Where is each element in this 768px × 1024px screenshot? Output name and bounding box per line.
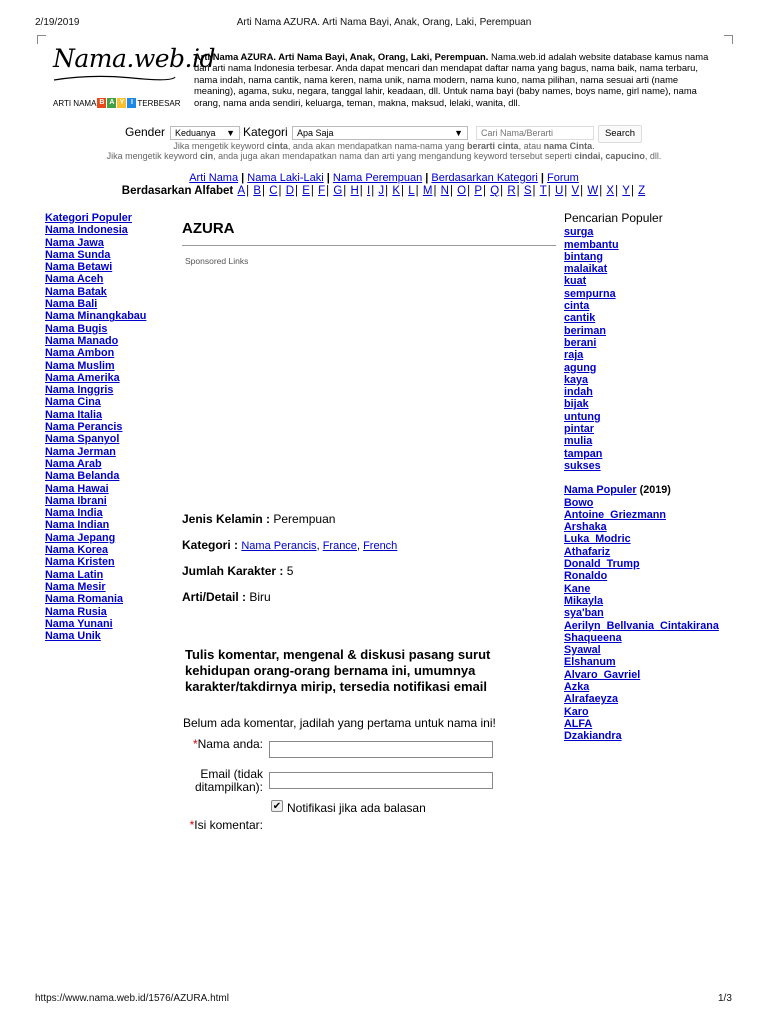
sidebar-item-link[interactable]: Nama Cina	[45, 396, 101, 409]
popular-name-item[interactable]	[564, 583, 719, 595]
sidebar-item[interactable]	[45, 347, 146, 359]
alphabet-link-x[interactable]: X	[606, 185, 615, 197]
sidebar-item[interactable]	[45, 581, 146, 593]
sidebar-item-link[interactable]: Nama Spanyol	[45, 433, 120, 446]
popular-name-item[interactable]	[564, 570, 719, 582]
sidebar-item[interactable]	[45, 286, 146, 298]
nav-forum[interactable]: Forum	[547, 172, 579, 184]
sidebar-item[interactable]	[45, 507, 146, 519]
popular-search-link[interactable]: sukses	[564, 459, 601, 472]
dropdown-arrow-icon: ▼	[454, 128, 463, 138]
sidebar-item-link[interactable]: Nama Muslim	[45, 359, 115, 372]
sidebar-item[interactable]	[45, 556, 146, 568]
sidebar-item[interactable]	[45, 544, 146, 556]
comment-heading: Tulis komentar, mengenal & diskusi pasang surut kehidupan orang-orang bernama ini, umumnya karakter/takdirnya mirip, tersedia notifikasi email	[185, 647, 491, 694]
search-hint-1: Jika mengetik keyword cinta, anda akan mendapatkan nama-nama yang berarti cinta, atau nama Cinta.	[173, 141, 595, 151]
sidebar-item[interactable]	[45, 593, 146, 605]
sidebar-item[interactable]	[45, 372, 146, 384]
alphabet-link-f[interactable]: F	[318, 185, 326, 197]
sidebar-item-link[interactable]: Nama Jerman	[45, 445, 116, 458]
popular-name-item[interactable]	[564, 730, 719, 742]
sidebar-item-link[interactable]: Nama Indian	[45, 519, 110, 532]
sidebar-item[interactable]	[45, 237, 146, 249]
name-field-label: *Nama anda:	[192, 737, 263, 751]
gender-select-value: Keduanya	[175, 128, 216, 138]
popular-name-item[interactable]	[564, 693, 719, 705]
jumlah-value: 5	[286, 564, 294, 578]
sidebar-item[interactable]	[45, 298, 146, 310]
main-nav: Arti Nama | Nama Laki-Laki | Nama Perempuan | Berdasarkan Kategori | Forum	[189, 172, 579, 184]
arti-label: Arti/Detail :	[182, 590, 247, 604]
sidebar-item-link[interactable]: Nama Unik	[45, 630, 101, 643]
popular-search-link[interactable]: surga	[564, 226, 594, 239]
popular-search-item[interactable]	[564, 239, 719, 251]
sidebar-item[interactable]	[45, 335, 146, 347]
popular-name-item[interactable]	[564, 718, 719, 730]
left-sidebar	[45, 212, 146, 642]
sponsored-links-label: Sponsored Links	[185, 256, 249, 266]
alphabet-link-v[interactable]: V	[571, 185, 580, 197]
sidebar-item-link[interactable]: Nama Sunda	[45, 248, 111, 261]
popular-search-item[interactable]	[564, 435, 719, 447]
name-field[interactable]	[269, 741, 493, 758]
sidebar-item[interactable]	[45, 532, 146, 544]
tagline-letter: B	[99, 99, 105, 106]
alphabet-link-s[interactable]: S	[523, 185, 532, 197]
popular-search-item[interactable]	[564, 398, 719, 410]
popular-name-item[interactable]	[564, 644, 719, 656]
popular-search-item[interactable]	[564, 448, 719, 460]
popular-name-link[interactable]: Ronaldo	[564, 570, 608, 583]
alphabet-nav: Berdasarkan Alfabet A| B| C| D| E| F| G| H| I| J| K| L| M| N| O| P| Q| R| S| T| U| V| W| X| Y| Z	[121, 185, 646, 197]
spacer	[564, 472, 719, 484]
kategori-label: Kategori	[243, 125, 288, 139]
alphabet-link-m[interactable]: M	[422, 185, 433, 197]
sidebar-item-link[interactable]: Nama Inggris	[45, 384, 114, 397]
popular-names-link[interactable]: Nama Populer	[564, 484, 637, 497]
popular-search-link[interactable]: bintang	[564, 250, 603, 263]
sidebar-item-link[interactable]: Nama Rusia	[45, 605, 107, 618]
popular-name-item[interactable]	[564, 497, 719, 509]
sidebar-item[interactable]	[45, 458, 146, 470]
sidebar-item-link[interactable]: Nama India	[45, 507, 103, 520]
tagline-letter: I	[127, 98, 136, 108]
popular-name-item[interactable]	[564, 620, 719, 632]
sidebar-item[interactable]	[45, 249, 146, 261]
popular-name-item[interactable]	[564, 681, 719, 693]
sidebar-item-link[interactable]: Nama Bugis	[45, 322, 108, 335]
sidebar-item-link[interactable]: Nama Hawai	[45, 482, 109, 495]
kategori-link[interactable]: Nama Perancis	[241, 540, 317, 552]
sidebar-item[interactable]	[45, 470, 146, 482]
sidebar-item-link[interactable]: Nama Yunani	[45, 617, 113, 630]
sidebar-item[interactable]	[45, 495, 146, 507]
popular-search-link[interactable]: bijak	[564, 398, 589, 411]
popular-search-link[interactable]: kaya	[564, 373, 589, 386]
pencarian-title: Pencarian Populer	[564, 211, 663, 225]
logo-tagline	[53, 98, 181, 108]
popular-search-link[interactable]: membantu	[564, 238, 619, 251]
gender-label: Gender	[125, 125, 166, 139]
sidebar-item[interactable]	[45, 606, 146, 618]
kategori-link[interactable]: France	[322, 540, 357, 552]
nav-berdasarkan-kategori[interactable]: Berdasarkan Kategori	[431, 172, 538, 184]
alphabet-link-c[interactable]: C	[269, 185, 278, 197]
sidebar-item-link[interactable]: Nama Italia	[45, 408, 103, 421]
sidebar-item-link[interactable]: Nama Kristen	[45, 556, 115, 569]
popular-name-link[interactable]: Azka	[564, 680, 590, 693]
popular-name-link[interactable]: sya'ban	[564, 607, 604, 620]
popular-name-link[interactable]: Arshaka	[564, 521, 607, 534]
sidebar-item-link[interactable]: Nama Batak	[45, 285, 107, 298]
popular-name-item[interactable]	[564, 669, 719, 681]
popular-search-item[interactable]	[564, 337, 719, 349]
popular-name-item[interactable]	[564, 607, 719, 619]
popular-name-item[interactable]	[564, 706, 719, 718]
gender-select[interactable]	[170, 126, 240, 140]
sidebar-item[interactable]	[45, 519, 146, 531]
site-description	[194, 51, 722, 108]
sidebar-item-link[interactable]: Nama Mesir	[45, 580, 106, 593]
popular-name-link[interactable]: Alrafaeyza	[564, 693, 619, 706]
sidebar-item[interactable]	[45, 421, 146, 433]
sidebar-item-link[interactable]: Nama Korea	[45, 544, 109, 557]
popular-search-link[interactable]: malaikat	[564, 263, 608, 276]
popular-search-item[interactable]	[564, 374, 719, 386]
right-sidebar	[564, 212, 719, 742]
popular-name-link[interactable]: Karo	[564, 705, 589, 718]
alphabet-link-y[interactable]: Y	[622, 185, 630, 197]
popular-name-item[interactable]	[564, 595, 719, 607]
kategori-select-value: Apa Saja	[297, 128, 334, 138]
page-title: AZURA	[182, 220, 235, 237]
popular-name-link[interactable]: Alvaro_Gavriel	[564, 668, 641, 681]
sidebar-item-link[interactable]: Nama Aceh	[45, 273, 104, 286]
popular-name-link[interactable]: Donald_Trump	[564, 558, 640, 571]
print-page-number: 1/3	[718, 993, 732, 1004]
alphabet-link-q[interactable]: Q	[490, 185, 500, 197]
sidebar-item[interactable]	[45, 433, 146, 445]
popular-search-link[interactable]: agung	[564, 361, 597, 374]
popular-search-item[interactable]	[564, 411, 719, 423]
alphabet-link-d[interactable]: D	[285, 185, 295, 197]
popular-search-link[interactable]: raja	[564, 349, 584, 362]
description-text: Nama.web.id adalah website database kamus nama dan arti nama Indonesia terbesar. Anda dapat mencari dan mendapat daftar nama yang bagus, nama baik, nama terbaru, nama indah, nama cantik, nama keren, nama unik, nama modern, nama kuno, nama pilihan, nama sesuai arti (name meaning), agama, suku, negara, tanggal lahir, keadaan, dll. Untuk nama bayi (baby names, boys name, girl name), nama orang, nama anda sendiri, keluarga, teman, makna, maksud, lelaki, wanita, dll.	[194, 51, 709, 108]
notify-checkbox[interactable]: ✔	[272, 801, 282, 812]
alphabet-link-n[interactable]: N	[440, 185, 449, 197]
popular-name-link[interactable]: ALFA	[564, 717, 593, 730]
sidebar-item-link[interactable]: Kategori Populer	[45, 212, 132, 224]
site-logo[interactable]	[50, 42, 215, 114]
alphabet-link-p[interactable]: P	[474, 185, 482, 197]
sidebar-item[interactable]	[45, 384, 146, 396]
nav-arti-nama[interactable]: Arti Nama	[189, 172, 239, 184]
sidebar-item-link[interactable]: Nama Arab	[45, 457, 102, 470]
nav-nama-perempuan[interactable]: Nama Perempuan	[332, 172, 423, 184]
popular-search-link[interactable]: cantik	[564, 312, 596, 325]
popular-name-item[interactable]	[564, 533, 719, 545]
search-input[interactable]	[476, 126, 594, 140]
sidebar-item-link[interactable]: Nama Bali	[45, 298, 98, 311]
alphabet-link-i[interactable]: I	[367, 185, 371, 197]
print-date: 2/19/2019	[35, 17, 80, 28]
popular-name-link[interactable]: Syawal	[564, 644, 601, 657]
alphabet-link-u[interactable]: U	[554, 185, 564, 197]
popular-names-year: (2019)	[639, 484, 671, 497]
sidebar-item-link[interactable]: Nama Ambon	[45, 347, 115, 360]
print-url: https://www.nama.web.id/1576/AZURA.html	[35, 993, 229, 1004]
popular-search-link[interactable]: berani	[564, 336, 597, 349]
alphabet-link-e[interactable]: E	[302, 185, 310, 197]
popular-name-link[interactable]: Antoine_Griezmann	[564, 508, 666, 521]
popular-search-link[interactable]: sempurna	[564, 287, 616, 300]
sidebar-item-link[interactable]: Nama Romania	[45, 593, 124, 606]
sidebar-item-link[interactable]: Nama Minangkabau	[45, 310, 147, 323]
popular-search-link[interactable]: mulia	[564, 435, 593, 448]
logo-script-text: Nama.web.id	[53, 44, 215, 73]
popular-search-link[interactable]: pintar	[564, 423, 594, 436]
popular-name-item[interactable]	[564, 558, 719, 570]
title-divider	[182, 245, 556, 246]
sidebar-item-link[interactable]: Nama Ibrani	[45, 494, 107, 507]
sidebar-item-link[interactable]: Nama Manado	[45, 334, 119, 347]
dropdown-arrow-icon: ▼	[226, 128, 235, 138]
print-title: Arti Nama AZURA. Arti Nama Bayi, Anak, Orang, Laki, Perempuan	[236, 17, 532, 28]
comment-field-label: *Isi komentar:	[189, 818, 263, 832]
popular-search-link[interactable]: beriman	[564, 324, 607, 337]
jenis-kelamin-row	[182, 512, 335, 526]
popular-search-link[interactable]: tampan	[564, 447, 603, 460]
search-button[interactable]: Search	[598, 125, 642, 143]
popular-search-item[interactable]	[564, 349, 719, 361]
alphabet-link-a[interactable]: A	[237, 185, 246, 197]
description-bold: Arti Nama AZURA. Arti Nama Bayi, Anak, Orang, Laki, Perempuan.	[194, 51, 489, 62]
email-field-label: Email (tidak ditampilkan):	[194, 767, 263, 794]
crop-mark-left	[37, 35, 46, 44]
popular-search-link[interactable]: kuat	[564, 275, 587, 288]
sidebar-item[interactable]	[45, 630, 146, 642]
crop-mark-right	[724, 35, 733, 44]
popular-name-item[interactable]	[564, 656, 719, 668]
popular-search-item[interactable]	[564, 386, 719, 398]
sidebar-item[interactable]	[45, 273, 146, 285]
tagline-post: TERBESAR	[137, 98, 181, 108]
sidebar-item[interactable]	[45, 409, 146, 421]
sidebar-item-link[interactable]: Nama Amerika	[45, 371, 120, 384]
no-comments-text: Belum ada komentar, jadilah yang pertama untuk nama ini!	[183, 716, 496, 730]
popular-names-heading	[564, 484, 719, 496]
popular-name-link[interactable]: Elshanum	[564, 656, 616, 669]
alphabet-link-b[interactable]: B	[253, 185, 261, 197]
alphabet-link-l[interactable]: L	[408, 185, 415, 197]
popular-search-item[interactable]	[564, 362, 719, 374]
popular-search-item[interactable]	[564, 275, 719, 287]
popular-search-item[interactable]	[564, 460, 719, 472]
sidebar-item-link[interactable]: Nama Belanda	[45, 470, 120, 483]
arti-row	[182, 590, 271, 604]
sidebar-item-link[interactable]: Nama Jepang	[45, 531, 116, 544]
popular-search-item[interactable]	[564, 263, 719, 275]
sidebar-item[interactable]	[45, 483, 146, 495]
sidebar-item[interactable]	[45, 396, 146, 408]
popular-name-item[interactable]	[564, 546, 719, 558]
jumlah-karakter-row	[182, 564, 293, 578]
sidebar-item[interactable]	[45, 212, 146, 224]
alphabet-link-t[interactable]: T	[539, 185, 547, 197]
tagline-letter: A	[109, 99, 115, 106]
sidebar-item[interactable]	[45, 360, 146, 372]
alphabet-link-h[interactable]: H	[350, 185, 359, 197]
jumlah-label: Jumlah Karakter :	[182, 564, 284, 578]
popular-search-item[interactable]	[564, 226, 719, 238]
logo-swash	[52, 74, 177, 84]
alphabet-link-w[interactable]: W	[587, 185, 599, 197]
popular-search-item[interactable]	[564, 300, 719, 312]
sidebar-item[interactable]	[45, 224, 146, 236]
tagline-pre: ARTI NAMA	[53, 98, 97, 108]
popular-search-link[interactable]: cinta	[564, 300, 590, 313]
sidebar-item[interactable]	[45, 310, 146, 322]
sidebar-item[interactable]	[45, 569, 146, 581]
alphabet-link-o[interactable]: O	[457, 185, 467, 197]
email-field[interactable]	[269, 772, 493, 789]
kategori-select[interactable]	[292, 126, 468, 140]
search-hint-2: Jika mengetik keyword cin, anda juga akan mendapatkan nama dan arti yang mengandung keyword tersebut seperti cindai, capucino, dll.	[106, 151, 662, 161]
sidebar-item[interactable]	[45, 323, 146, 335]
popular-search-item[interactable]	[564, 312, 719, 324]
popular-name-link[interactable]: Dzakiandra	[564, 730, 622, 743]
popular-search-item[interactable]	[564, 288, 719, 300]
popular-name-link[interactable]: Kane	[564, 582, 591, 595]
popular-name-item[interactable]	[564, 632, 719, 644]
sidebar-item-link[interactable]: Nama Perancis	[45, 421, 123, 434]
popular-name-link[interactable]: Bowo	[564, 496, 594, 509]
sidebar-item[interactable]	[45, 618, 146, 630]
alphabet-link-g[interactable]: G	[333, 185, 343, 197]
popular-search-link[interactable]: untung	[564, 410, 601, 423]
popular-name-link[interactable]: Luka_Modric	[564, 533, 631, 546]
sidebar-item-link[interactable]: Nama Latin	[45, 568, 104, 581]
nav-nama-laki-laki[interactable]: Nama Laki-Laki	[247, 172, 324, 184]
notify-label: Notifikasi jika ada balasan	[287, 801, 426, 815]
kategori-row: Kategori : Nama Perancis, France, French	[182, 538, 398, 552]
kategori-row-label: Kategori :	[182, 538, 239, 552]
sidebar-item-link[interactable]: Nama Jawa	[45, 236, 104, 249]
kategori-link[interactable]: French	[363, 540, 398, 552]
popular-name-link[interactable]: Aerilyn_Bellvania_Cintakirana	[564, 619, 719, 632]
jenis-label: Jenis Kelamin :	[182, 512, 271, 526]
alphabet-link-r[interactable]: R	[507, 185, 516, 197]
alphabet-link-z[interactable]: Z	[638, 185, 646, 197]
alphabet-link-k[interactable]: K	[392, 185, 401, 197]
jenis-value: Perempuan	[273, 512, 336, 526]
alphabet-link-j[interactable]: J	[378, 185, 385, 197]
sidebar-item[interactable]	[45, 261, 146, 273]
popular-search-item[interactable]	[564, 251, 719, 263]
popular-name-link[interactable]: Shaqueena	[564, 631, 622, 644]
popular-name-link[interactable]: Mikayla	[564, 594, 604, 607]
popular-name-item[interactable]	[564, 521, 719, 533]
popular-search-item[interactable]	[564, 325, 719, 337]
sidebar-item-link[interactable]: Nama Indonesia	[45, 224, 128, 237]
sidebar-item[interactable]	[45, 446, 146, 458]
tagline-letter: Y	[117, 98, 126, 108]
sidebar-item-link[interactable]: Nama Betawi	[45, 261, 113, 274]
arti-value: Biru	[249, 590, 271, 604]
popular-search-link[interactable]: indah	[564, 386, 593, 399]
popular-search-item[interactable]	[564, 423, 719, 435]
popular-name-link[interactable]: Athafariz	[564, 545, 611, 558]
popular-name-item[interactable]	[564, 509, 719, 521]
alphabet-label: Berdasarkan Alfabet	[121, 185, 234, 197]
